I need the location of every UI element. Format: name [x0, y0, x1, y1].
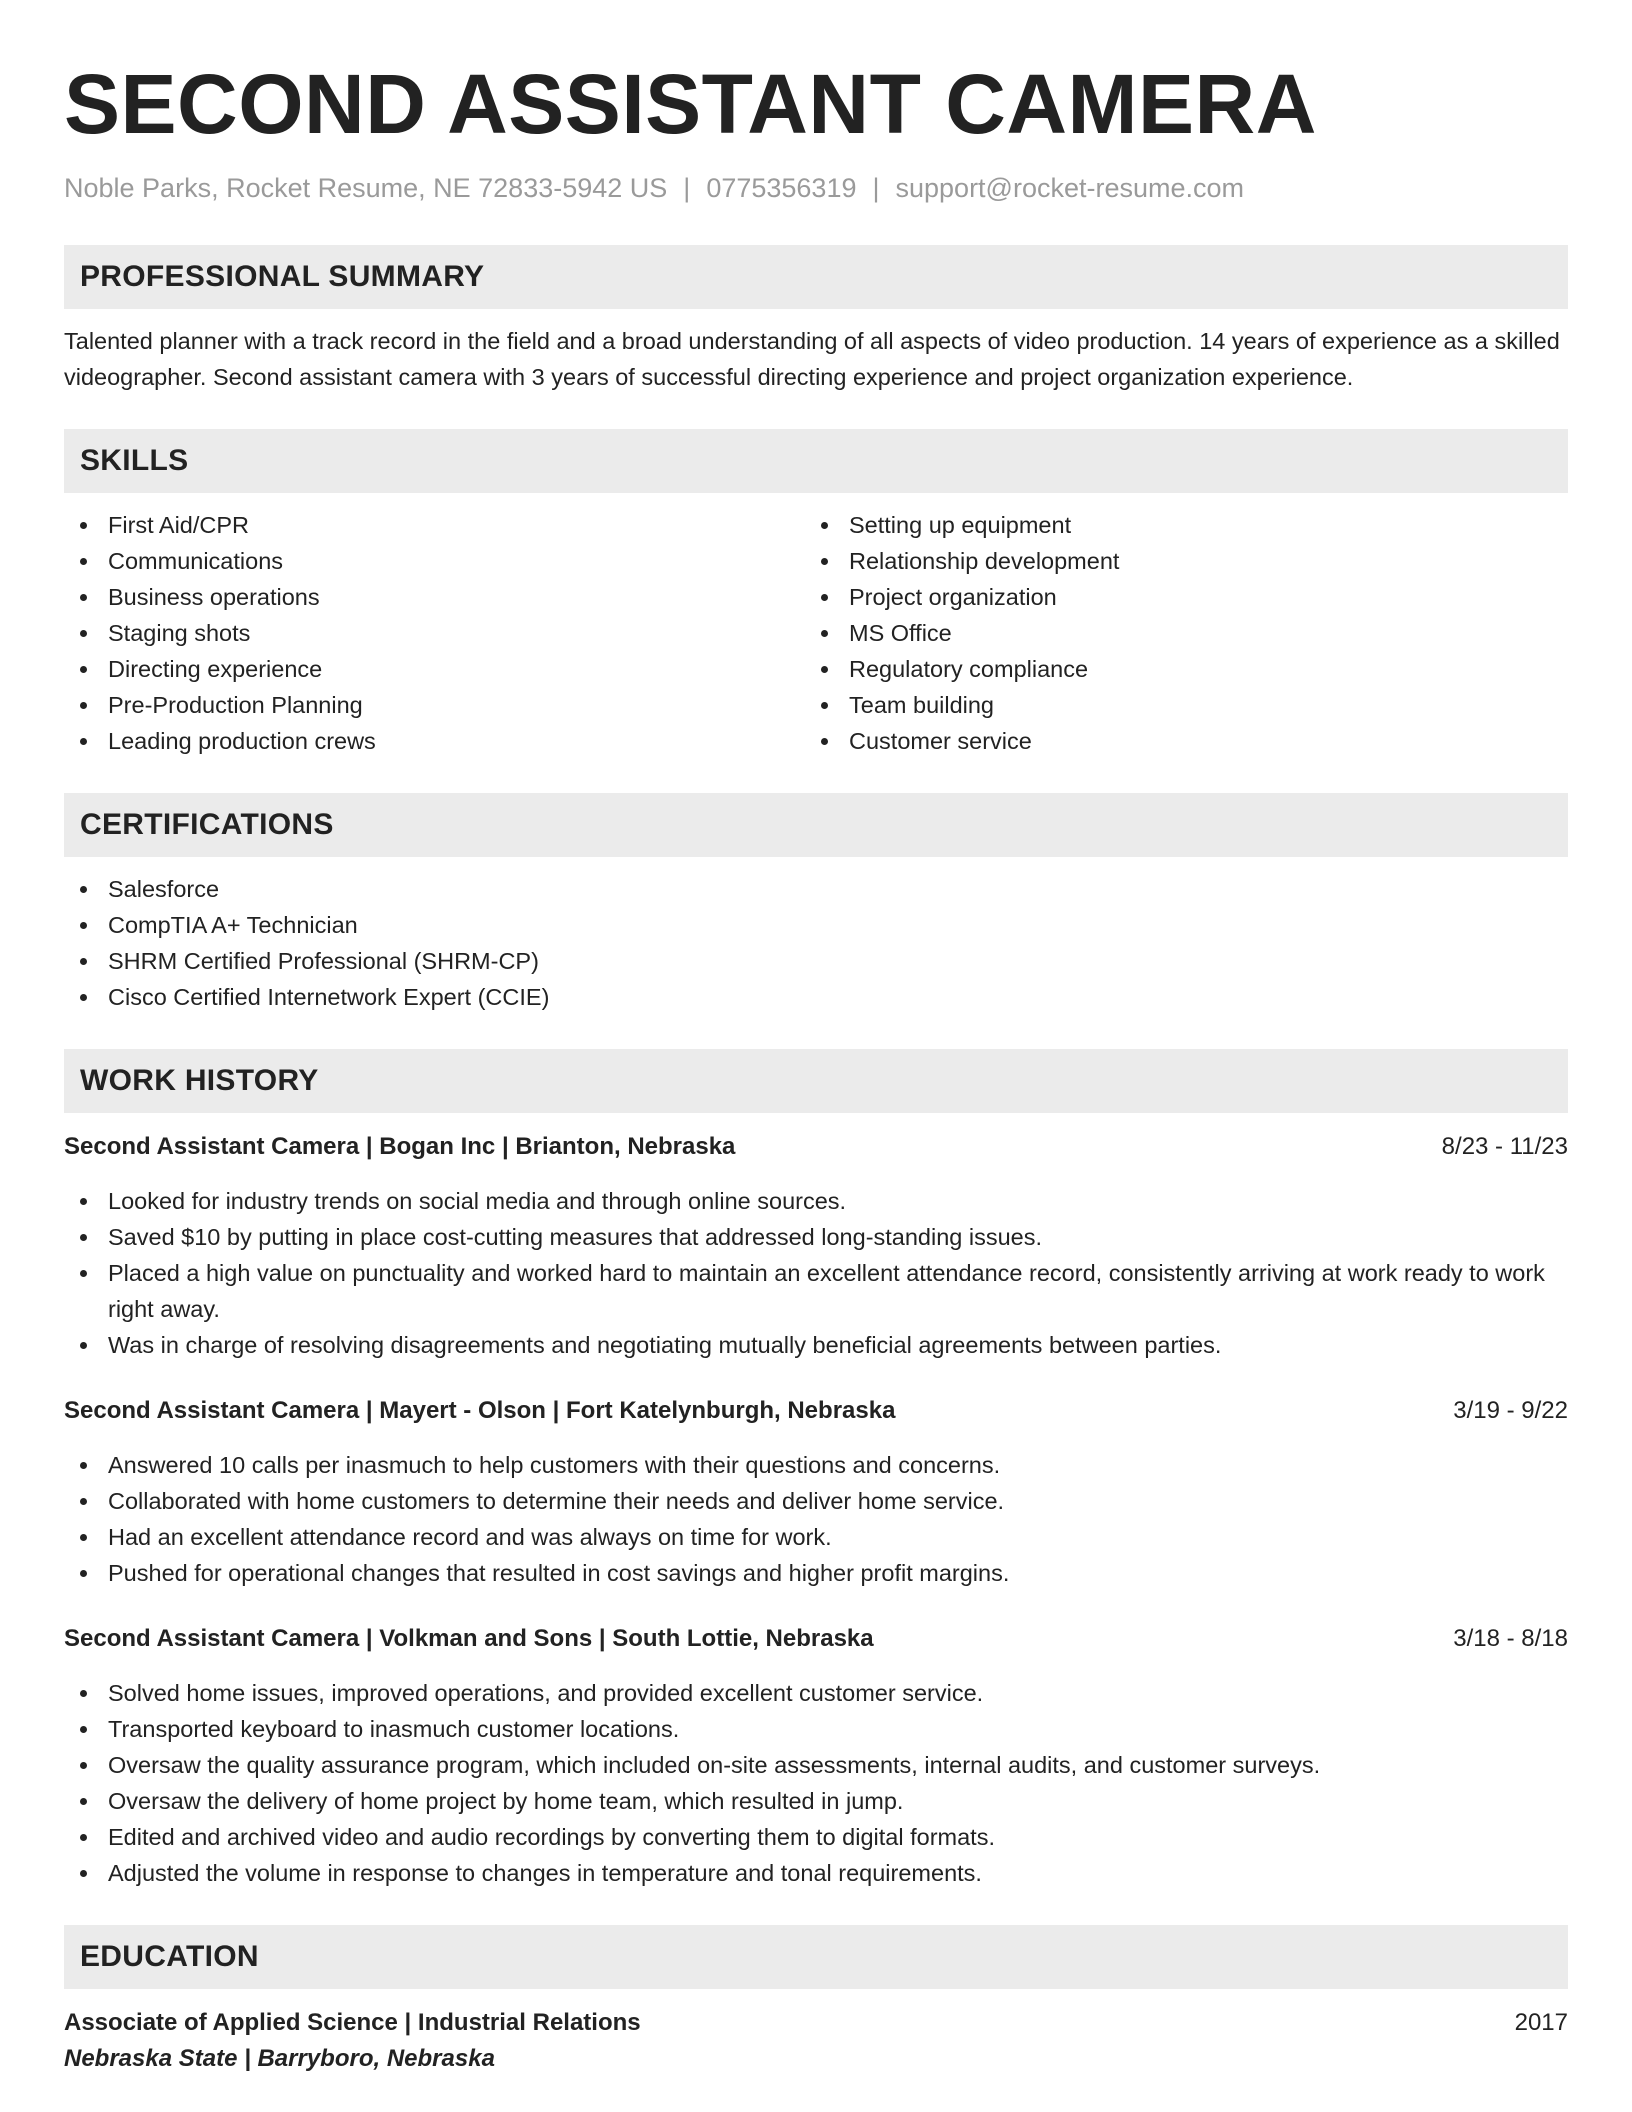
job-title: Second Assistant Camera | Volkman and Sons | South Lottie, Nebraska [64, 1625, 874, 1652]
job-entry [64, 1129, 1568, 1363]
list-item: Collaborated with home customers to determine their needs and deliver home service. [64, 1483, 1568, 1519]
list-item: Cisco Certified Internetwork Expert (CCIE) [64, 979, 1568, 1015]
contact-address: Noble Parks, Rocket Resume, NE 72833-5942 US [64, 173, 668, 203]
list-item: Had an excellent attendance record and was always on time for work. [64, 1519, 1568, 1555]
job-entry [64, 1621, 1568, 1891]
list-item: Customer service [805, 723, 1546, 759]
job-header [64, 1129, 1568, 1165]
section-heading-education: EDUCATION [64, 1925, 1568, 1989]
job-dates: 8/23 - 11/23 [1441, 1133, 1568, 1160]
list-item: Adjusted the volume in response to changes in temperature and tonal requirements. [64, 1855, 1568, 1891]
list-item: Team building [805, 687, 1546, 723]
section-heading-skills: SKILLS [64, 429, 1568, 493]
summary-text: Talented planner with a track record in the field and a broad understanding of all aspects of video production. 14 years of experience as a skilled videographer. Second assistant camera with 3 years of successful directing experience and project organization experience. [64, 328, 1560, 390]
list-item: Transported keyboard to inasmuch customer locations. [64, 1711, 1568, 1747]
list-item: First Aid/CPR [64, 507, 805, 543]
education-year: 2017 [1514, 2009, 1568, 2036]
list-item: Communications [64, 543, 805, 579]
contact-line [64, 170, 1568, 206]
list-item: Relationship development [805, 543, 1546, 579]
list-item: Leading production crews [64, 723, 805, 759]
skills-grid [64, 507, 1568, 759]
job-bullets [64, 1183, 1568, 1363]
list-item: Project organization [805, 579, 1546, 615]
resume-name: SECOND ASSISTANT CAMERA [64, 57, 1317, 151]
section-heading-summary: PROFESSIONAL SUMMARY [64, 245, 1568, 309]
job-dates: 3/19 - 9/22 [1453, 1397, 1568, 1424]
list-item: CompTIA A+ Technician [64, 907, 1568, 943]
list-item: Staging shots [64, 615, 805, 651]
list-item: Business operations [64, 579, 805, 615]
contact-phone: 0775356319 [706, 173, 857, 203]
list-item: Salesforce [64, 871, 1568, 907]
education-header [64, 2005, 1568, 2041]
list-item: Oversaw the delivery of home project by home team, which resulted in jump. [64, 1783, 1568, 1819]
skills-list-left [64, 507, 805, 759]
job-header [64, 1621, 1568, 1657]
section-heading-work-history: WORK HISTORY [64, 1049, 1568, 1113]
list-item: Setting up equipment [805, 507, 1546, 543]
job-dates: 3/18 - 8/18 [1453, 1625, 1568, 1652]
education-school: Nebraska State | Barryboro, Nebraska [64, 2045, 495, 2072]
job-bullets [64, 1675, 1568, 1891]
job-entry [64, 1393, 1568, 1591]
job-header [64, 1393, 1568, 1429]
section-heading-certifications: CERTIFICATIONS [64, 793, 1568, 857]
list-item: Placed a high value on punctuality and worked hard to maintain an excellent attendance record, consistently arriving at work ready to work right away. [64, 1255, 1568, 1327]
job-bullets [64, 1447, 1568, 1591]
job-title: Second Assistant Camera | Bogan Inc | Brianton, Nebraska [64, 1133, 736, 1160]
skills-list-right [805, 507, 1546, 759]
contact-email: support@rocket-resume.com [895, 173, 1245, 203]
list-item: Solved home issues, improved operations, and provided excellent customer service. [64, 1675, 1568, 1711]
list-item: Pre-Production Planning [64, 687, 805, 723]
list-item: SHRM Certified Professional (SHRM-CP) [64, 943, 1568, 979]
list-item: Was in charge of resolving disagreements and negotiating mutually beneficial agreements between parties. [64, 1327, 1568, 1363]
contact-separator: | [683, 173, 691, 203]
job-title: Second Assistant Camera | Mayert - Olson | Fort Katelynburgh, Nebraska [64, 1397, 896, 1424]
certifications-list [64, 871, 1568, 1015]
list-item: Directing experience [64, 651, 805, 687]
list-item: Regulatory compliance [805, 651, 1546, 687]
list-item: Answered 10 calls per inasmuch to help customers with their questions and concerns. [64, 1447, 1568, 1483]
contact-separator: | [872, 173, 880, 203]
list-item: Looked for industry trends on social media and through online sources. [64, 1183, 1568, 1219]
list-item: Saved $10 by putting in place cost-cutting measures that addressed long-standing issues. [64, 1219, 1568, 1255]
list-item: Oversaw the quality assurance program, which included on-site assessments, internal audits, and customer surveys. [64, 1747, 1568, 1783]
list-item: Pushed for operational changes that resulted in cost savings and higher profit margins. [64, 1555, 1568, 1591]
education-degree: Associate of Applied Science | Industrial Relations [64, 2009, 641, 2036]
list-item: Edited and archived video and audio recordings by converting them to digital formats. [64, 1819, 1568, 1855]
list-item: MS Office [805, 615, 1546, 651]
education-entry [64, 2005, 1568, 2077]
